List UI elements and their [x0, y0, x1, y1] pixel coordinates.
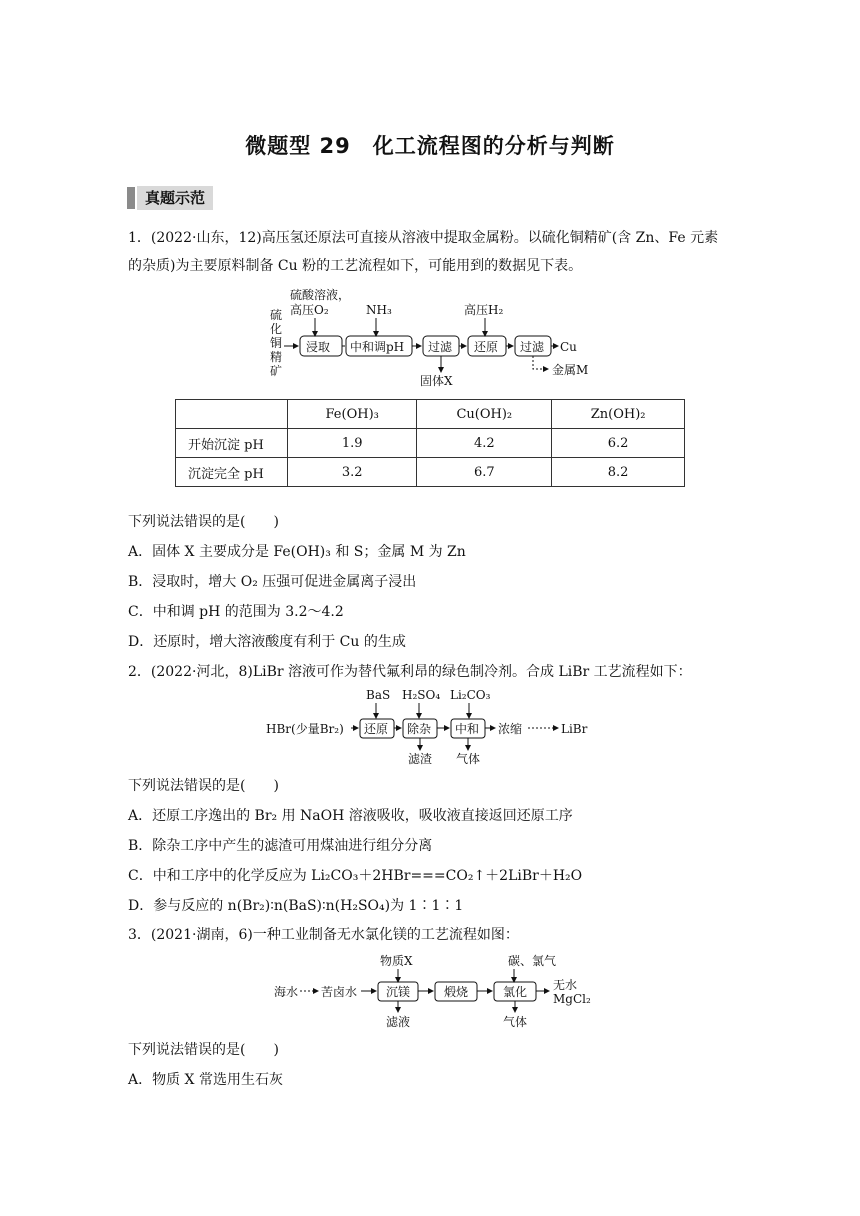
q2-gas: 气体 [456, 752, 481, 766]
q1-raw-5: 矿 [270, 364, 283, 378]
q1-solid-x: 固体X [420, 374, 453, 388]
q2-step-neutralize-label: 中和 [455, 722, 480, 736]
q3-filtrate: 滤液 [386, 1015, 411, 1029]
table-cell: 3.2 [288, 458, 417, 487]
q1-raw-2: 化 [270, 322, 283, 336]
q1-metal-m: 金属M [552, 363, 589, 377]
table-cell: 6.7 [417, 458, 552, 487]
q2-option-a: A．还原工序逸出的 Br₂ 用 NaOH 溶液吸收，吸收液直接返回还原工序 [128, 808, 573, 824]
section-tag-label: 真题示范 [137, 186, 213, 210]
table-cell: 4.2 [417, 429, 552, 458]
q1-option-d: D．还原时，增大溶液酸度有利于 Cu 的生成 [128, 634, 406, 650]
table-cell [176, 400, 288, 429]
q1-option-b: B．浸取时，增大 O₂ 压强可促进金属离子浸出 [128, 574, 417, 590]
q2-reagent-bas: BaS [366, 688, 391, 702]
table-cell: 沉淀完全 pH [176, 458, 288, 487]
q3-step-calcine-label: 煅烧 [444, 985, 469, 999]
q2-step-purify-label: 除杂 [407, 722, 432, 736]
q3-option-a: A．物质 X 常选用生石灰 [128, 1072, 283, 1088]
q2-residue: 滤渣 [408, 752, 433, 766]
q2-option-d: D．参与反应的 n(Br₂)∶n(BaS)∶n(H₂SO₄)为 1∶1∶1 [128, 898, 464, 914]
q1-data-table [175, 399, 685, 487]
table-row [176, 458, 685, 487]
q3-reagent-carbon-chlorine: 碳、氯气 [508, 954, 557, 968]
q3-start: 海水 [274, 985, 299, 999]
q2-flow-diagram [262, 686, 602, 768]
table-cell: Zn(OH)₂ [552, 400, 685, 429]
q3-product-line2: MgCl₂ [553, 992, 591, 1006]
q3-question: 下列说法错误的是( ) [128, 1042, 279, 1058]
q2-option-b: B．除杂工序中产生的滤渣可用煤油进行组分分离 [128, 838, 433, 854]
q2-option-c: C．中和工序中的化学反应为 Li₂CO₃＋2HBr===CO₂↑＋2LiBr＋H₂O [128, 868, 583, 884]
q3-flow-diagram [270, 952, 600, 1032]
table-header-row [176, 400, 685, 429]
q3-reagent-x: 物质X [380, 954, 413, 968]
q2-start: HBr(少量Br₂) [266, 722, 344, 736]
q1-step-neutralize-label: 中和调pH [350, 340, 405, 354]
table-cell: 1.9 [288, 429, 417, 458]
q3-intro: 3．(2021·湖南，6)一种工业制备无水氯化镁的工艺流程如图： [128, 927, 519, 943]
q1-intro-line2: 的杂质)为主要原料制备 Cu 粉的工艺流程如下，可能用到的数据见下表。 [128, 258, 583, 274]
q3-step-chlorinate-label: 氯化 [503, 985, 528, 999]
table-row [176, 429, 685, 458]
q2-reagent-li2co3: Li₂CO₃ [450, 688, 491, 702]
q3-product-line1: 无水 [553, 978, 578, 992]
q3-mid: 苦卤水 [321, 985, 358, 999]
q3-gas: 气体 [503, 1015, 528, 1029]
section-tag-marker [127, 187, 135, 209]
q1-step-leach-label: 浸取 [306, 340, 331, 354]
section-tag [127, 186, 213, 210]
q1-reagent1-line2: 高压O₂ [290, 303, 329, 317]
q2-intro: 2．(2022·河北，8)LiBr 溶液可作为替代氟利昂的绿色制冷剂。合成 LiBr 工艺流程如下： [128, 664, 692, 680]
table-cell: Cu(OH)₂ [417, 400, 552, 429]
q1-step-reduce-label: 还原 [474, 340, 499, 354]
q1-raw-4: 精 [270, 350, 283, 364]
q2-step-reduce-label: 还原 [364, 722, 389, 736]
table-cell: 8.2 [552, 458, 685, 487]
table-cell: Fe(OH)₃ [288, 400, 417, 429]
table-cell: 6.2 [552, 429, 685, 458]
q1-intro-line1: 1．(2022·山东，12)高压氢还原法可直接从溶液中提取金属粉。以硫化铜精矿(含 Zn、Fe 元素 [128, 230, 719, 246]
q1-raw-3: 铜 [270, 336, 283, 350]
q1-step-filter1-label: 过滤 [428, 340, 453, 354]
q1-reagent3: 高压H₂ [464, 303, 504, 317]
q1-raw-1: 硫 [270, 308, 283, 322]
q2-reagent-h2so4: H₂SO₄ [402, 688, 441, 702]
q3-step-precipitate-label: 沉镁 [386, 985, 411, 999]
q2-question: 下列说法错误的是( ) [128, 778, 279, 794]
q2-product: LiBr [561, 722, 588, 736]
page-title: 微题型 29 化工流程图的分析与判断 [245, 134, 615, 158]
q1-option-c: C．中和调 pH 的范围为 3.2～4.2 [128, 604, 344, 620]
q1-option-a: A．固体 X 主要成分是 Fe(OH)₃ 和 S；金属 M 为 Zn [128, 544, 466, 560]
q1-flow-diagram [260, 285, 600, 390]
q1-reagent1-line1: 硫酸溶液， [290, 288, 351, 302]
q1-step-filter2-label: 过滤 [520, 340, 545, 354]
table-cell: 开始沉淀 pH [176, 429, 288, 458]
q2-concentrate: 浓缩 [498, 722, 523, 736]
q1-question: 下列说法错误的是( ) [128, 514, 279, 530]
q1-reagent2: NH₃ [366, 303, 392, 317]
q1-product-cu: Cu [560, 340, 577, 354]
